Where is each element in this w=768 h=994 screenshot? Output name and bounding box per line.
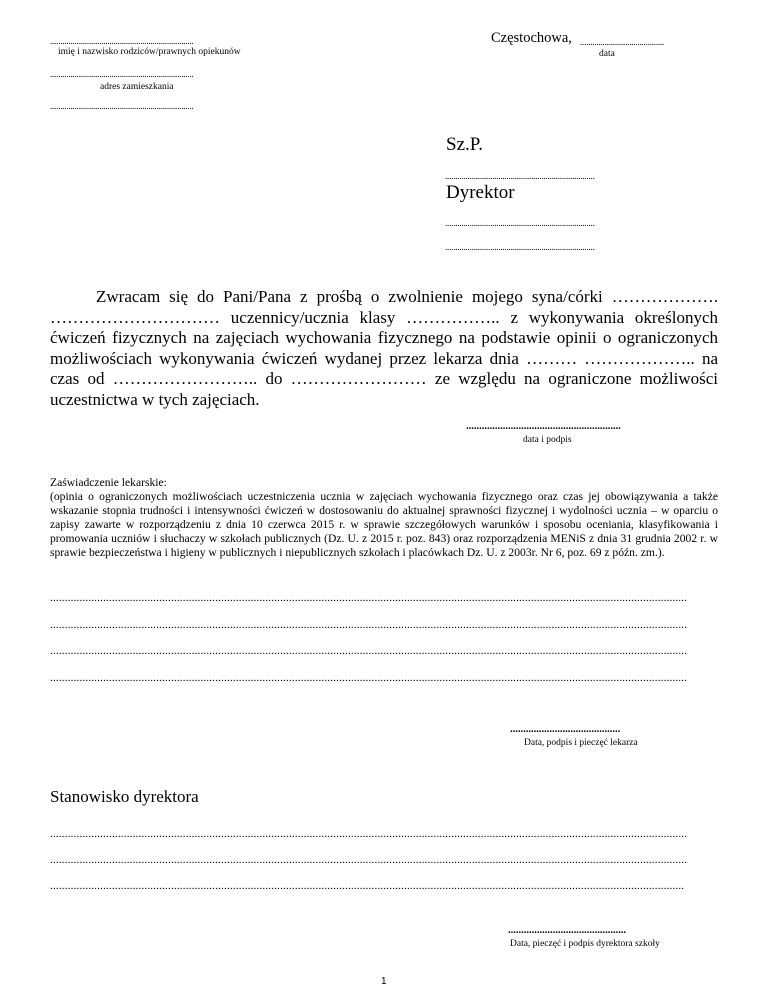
page-number: 1 xyxy=(381,976,387,987)
doctor-signature-label: Data, podpis i pieczęć lekarza xyxy=(524,738,638,748)
medical-opinion-line-1: ........................................................................................................................................................................................................................ xyxy=(50,592,688,604)
parents-name-line: ...................................................................... xyxy=(50,36,194,46)
parent-signature-line: ........................................................... xyxy=(466,421,621,432)
request-paragraph xyxy=(50,287,718,410)
address-line: ...................................................................... xyxy=(50,69,194,79)
director-position-heading: Stanowisko dyrektora xyxy=(50,787,199,806)
medical-opinion-line-4: ........................................................................................................................................................................................................................ xyxy=(50,672,688,684)
parents-name-label: imię i nazwisko rodziców/prawnych opiekunów xyxy=(58,47,241,57)
request-text: Zwracam się do Pani/Pana z prośbą o zwolnienie mojego syna/córki ………………. ………………………… uczennicy/ucznia klasy …………….. z wykonywania określonych ćwiczeń fizycznych na zajęciach wychowania fizycznego na podstawie opinii o ograniczonych możliwościach wykonywania ćwiczeń wydanej przez lekarza dnia ……… ……………….. na czas od …………………….. do …………………… ze względu na ograniczone możliwości uczestnictwa w tych zajęciach. xyxy=(50,287,718,409)
doctor-signature-line: .......................................... xyxy=(510,724,621,735)
szp-label: Sz.P. xyxy=(446,134,483,155)
address-line-2: ...................................................................... xyxy=(50,101,194,111)
director-signature-line: ............................................. xyxy=(508,925,627,936)
medical-description: (opinia o ograniczonych możliwościach uczestniczenia ucznia w zajęciach wychowania fizycznego oraz czas jej obowiązywania a także wskazanie stopnia trudności i intensywności ćwiczeń w dostosowaniu do aktualnej sprawności fizycznej i wydolności ucznia – w oparciu o zapisy zawarte w rozporządzeniu z dnia 10 czerwca 2015 r. w sprawie szczegółowych warunków i sposobu oceniania, klasyfikowania i promowania uczniów i słuchaczy w szkołach publicznych (Dz. U. z 2015 r. poz. 843) oraz rozporządzenia MENiS z dnia 31 grudnia 2002 r. w sprawie bezpieczeństwa i higieny w publicznych i niepublicznych szkołach i placówkach Dz. U. z 2003r. Nr 6, poz. 69 z późn. zm.). xyxy=(50,490,718,559)
date-line: ......................................... xyxy=(580,37,665,47)
director-line-1: ........................................................................................................................................................................................................................ xyxy=(50,828,688,840)
date-label: data xyxy=(599,49,615,59)
medical-heading: Zaświadczenie lekarskie: xyxy=(50,476,167,489)
director-signature-label: Data, pieczęć i podpis dyrektora szkoły xyxy=(510,939,660,949)
parent-signature-label: data i podpis xyxy=(523,435,572,445)
addressee-line-3: ......................................................................... xyxy=(445,242,595,252)
director-line-2: ........................................................................................................................................................................................................................ xyxy=(50,854,688,866)
addressee-line-2: ......................................................................... xyxy=(445,218,595,228)
medical-opinion-line-2: ........................................................................................................................................................................................................................ xyxy=(50,619,688,631)
medical-opinion-line-3: ........................................................................................................................................................................................................................ xyxy=(50,645,688,657)
director-line-3: ....................................................................................................................................................................................................................... xyxy=(50,880,685,892)
director-title: Dyrektor xyxy=(446,182,515,203)
address-label: adres zamieszkania xyxy=(100,82,174,92)
addressee-line: ......................................................................... xyxy=(445,171,595,181)
city-label: Częstochowa, xyxy=(491,30,572,46)
